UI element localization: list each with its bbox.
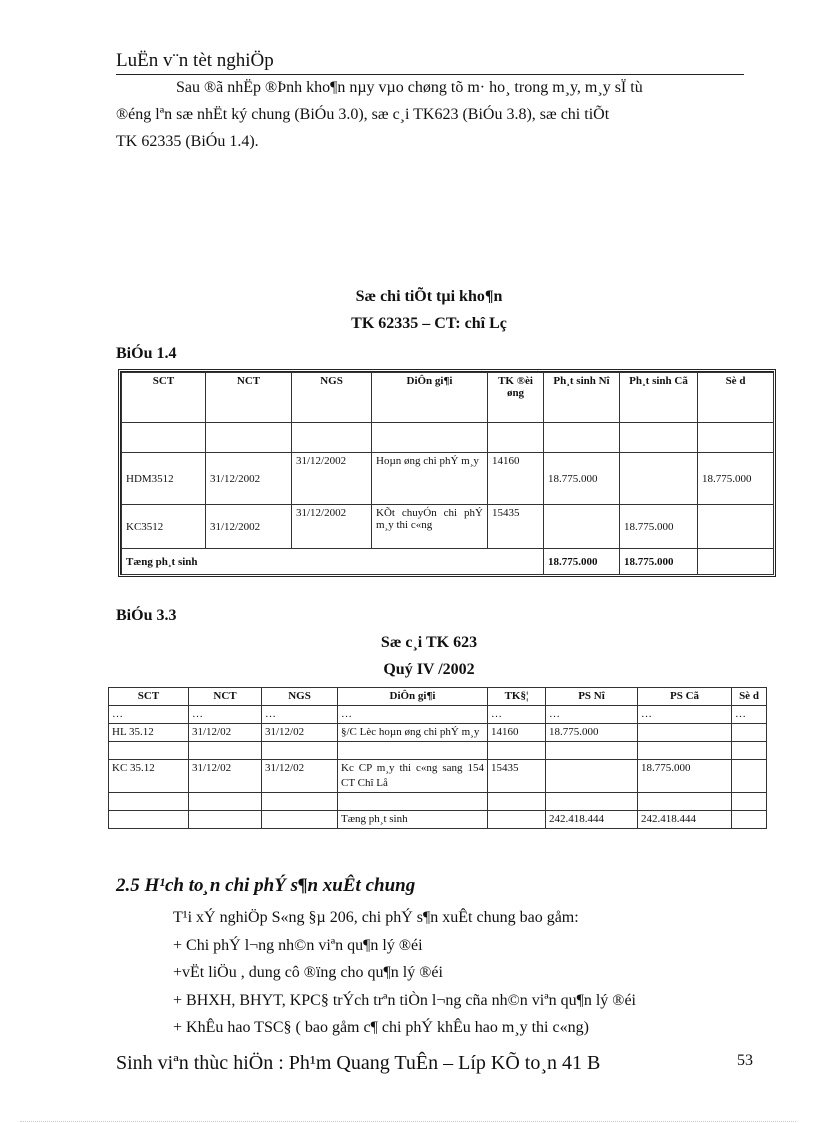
cell-nct: 31/12/02 — [189, 724, 262, 742]
col-header: DiÔn gi¶i — [338, 688, 488, 706]
cell-nct: 31/12/02 — [189, 760, 262, 793]
ellipsis: … — [546, 706, 638, 724]
ledger-subtitle: Quý IV /2002 — [383, 661, 475, 678]
cell-ngs: 31/12/2002 — [292, 505, 372, 549]
cell-no: 18.775.000 — [546, 724, 638, 742]
page-number: 53 — [737, 1052, 753, 1069]
section-line: T¹i xÝ nghiÖp S«ng §µ 206, chi phÝ s¶n xuÊt chung bao gåm: — [173, 909, 579, 926]
section-line: + KhÊu hao TSC§ ( bao gåm c¶ chi phÝ khÊu hao m¸y thi c«ng) — [173, 1019, 589, 1036]
intro-line-3: TK 62335 (BiÓu 1.4). — [116, 133, 259, 150]
table-row — [109, 760, 767, 793]
table-total-row — [122, 549, 774, 575]
total-label: Tæng ph¸t sinh — [122, 549, 544, 575]
section-line: +vËt liÖu , dung cô ®ïng cho qu¶n lý ®éi — [173, 964, 443, 981]
section-line: + BHXH, BHYT, KPC§ trÝch trªn tiÒn l¬ng cña nh©n viªn qu¶n lý ®éi — [173, 992, 636, 1009]
cell-nct: 31/12/2002 — [206, 453, 292, 505]
ellipsis: … — [638, 706, 732, 724]
detail-book-subtitle: TK 62335 – CT: chî Lç — [351, 315, 507, 332]
total-label: Tæng ph¸t sinh — [338, 811, 488, 829]
page-footer: Sinh viªn thùc hiÖn : Ph¹m Quang TuÊn – Líp KÕ to¸n 41 B — [116, 1052, 601, 1074]
col-header: Sè d — [698, 373, 774, 423]
table-row — [122, 423, 774, 453]
cell-co — [638, 724, 732, 742]
table-row — [109, 724, 767, 742]
cell-tk: 15435 — [488, 505, 544, 549]
col-header: NGS — [262, 688, 338, 706]
cell-du: 18.775.000 — [698, 453, 774, 505]
cell-sct: KC3512 — [122, 505, 206, 549]
table-header-row — [109, 688, 767, 706]
total-co: 242.418.444 — [638, 811, 732, 829]
cell-ngs: 31/12/02 — [262, 724, 338, 742]
cell-sct: HL 35.12 — [109, 724, 189, 742]
cell-tk: 15435 — [488, 760, 546, 793]
table-row — [122, 505, 774, 549]
col-header: TK ®èi øng — [488, 373, 544, 423]
cell-desc: KÕt chuyÓn chi phÝ m¸y thi c«ng — [372, 505, 488, 549]
ledger-label: BiÓu 3.3 — [116, 607, 177, 624]
col-header: Ph¸t sinh Cã — [620, 373, 698, 423]
col-header: PS Nî — [546, 688, 638, 706]
cell-nct: 31/12/2002 — [206, 505, 292, 549]
col-header: SCT — [122, 373, 206, 423]
table-row — [109, 793, 767, 811]
col-header: SCT — [109, 688, 189, 706]
total-co: 18.775.000 — [620, 549, 698, 575]
intro-line-1: Sau ®ã nhËp ®Þnh kho¶n nµy vµo chøng tõ m· ho¸ trong m¸y, m¸y sÏ tù — [176, 79, 643, 96]
detail-book-label: BiÓu 1.4 — [116, 345, 177, 362]
ellipsis: … — [189, 706, 262, 724]
table-header-row — [122, 373, 774, 423]
cell-co — [620, 453, 698, 505]
detail-book-title: Sæ chi tiÕt tµi kho¶n — [355, 288, 503, 305]
cell-desc: Hoµn øng chi phÝ m¸y — [372, 453, 488, 505]
intro-paragraph — [116, 74, 742, 155]
cell-sct: HDM3512 — [122, 453, 206, 505]
section-title: 2.5 H¹ch to¸n chi phÝ s¶n xuÊt chung — [116, 875, 416, 896]
table-row — [122, 453, 774, 505]
cell-desc: Kc CP m¸y thi c«ng sang 154 CT Chî Lå — [338, 760, 488, 793]
col-header: PS Cã — [638, 688, 732, 706]
table-total-row — [109, 811, 767, 829]
ellipsis: … — [732, 706, 767, 724]
section-line: + Chi phÝ l¬ng nh©n viªn qu¶n lý ®éi — [173, 937, 423, 954]
ellipsis: … — [488, 706, 546, 724]
col-header: Ph¸t sinh Nî — [544, 373, 620, 423]
cell-desc: §/C Lèc hoµn øng chi phÝ m¸y — [338, 724, 488, 742]
cell-co: 18.775.000 — [620, 505, 698, 549]
cell-tk: 14160 — [488, 724, 546, 742]
col-header: Sè d — [732, 688, 767, 706]
ledger-title: Sæ c¸i TK 623 — [380, 634, 478, 651]
total-no: 242.418.444 — [546, 811, 638, 829]
cell-co: 18.775.000 — [638, 760, 732, 793]
col-header: NCT — [189, 688, 262, 706]
detail-book-table — [118, 369, 776, 577]
col-header: DiÔn gi¶i — [372, 373, 488, 423]
cell-du — [732, 724, 767, 742]
col-header: NCT — [206, 373, 292, 423]
cell-ngs: 31/12/2002 — [292, 453, 372, 505]
table-row — [109, 706, 767, 724]
ledger-table — [108, 687, 767, 829]
cell-no: 18.775.000 — [544, 453, 620, 505]
cell-du — [732, 760, 767, 793]
cell-tk: 14160 — [488, 453, 544, 505]
table-row — [109, 742, 767, 760]
bottom-divider — [20, 1121, 796, 1122]
page-header: LuËn v¨n tèt nghiÖp — [116, 50, 274, 71]
intro-line-2: ®éng lªn sæ nhËt ký chung (BiÓu 3.0), sæ c¸i TK623 (BiÓu 3.8), sæ chi tiÕt — [116, 106, 610, 123]
total-no: 18.775.000 — [544, 549, 620, 575]
col-header: NGS — [292, 373, 372, 423]
cell-du — [698, 505, 774, 549]
ellipsis: … — [109, 706, 189, 724]
cell-ngs: 31/12/02 — [262, 760, 338, 793]
cell-no — [546, 760, 638, 793]
cell-sct: KC 35.12 — [109, 760, 189, 793]
ellipsis: … — [338, 706, 488, 724]
col-header: TK§¦ — [488, 688, 546, 706]
cell-no — [544, 505, 620, 549]
ellipsis: … — [262, 706, 338, 724]
